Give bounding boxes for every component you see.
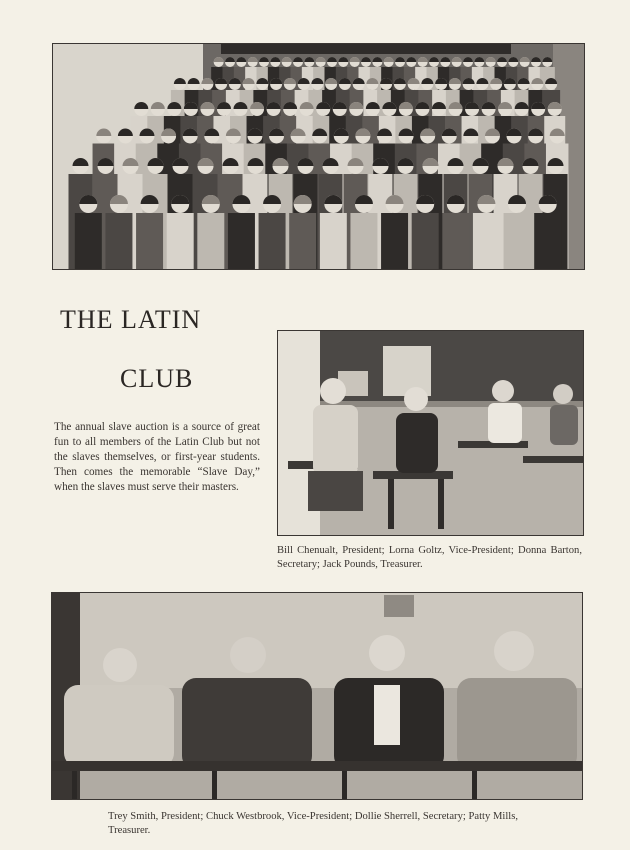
club-title-line-1: THE LATIN [60, 305, 202, 334]
crowd-figure [412, 213, 439, 269]
crowd-figure [534, 213, 561, 269]
officers-photo-2 [51, 592, 583, 800]
club-description: The annual slave auction is a source of great fun to all members of the Latin Club but not the slaves themselves, or first-year students. Then comes the memorable “Slave Day,” when the slaves must serve their masters. [54, 421, 260, 493]
crowd-figure [167, 213, 194, 269]
crowd-figure [381, 213, 408, 269]
club-group-photo [52, 43, 585, 270]
crowd-figure [259, 213, 286, 269]
officers-photo-1-image [278, 331, 583, 535]
crowd-figure [228, 213, 255, 269]
club-title-line-2: CLUB [120, 364, 194, 393]
crowd-figure [473, 213, 500, 269]
officers-caption-2: Trey Smith, President; Chuck Westbrook, Vice-President; Dollie Sherrell, Secretary; Patty Mills, Treasurer. [108, 811, 518, 836]
officers-photo-2-image [52, 593, 582, 799]
crowd-figure [442, 213, 469, 269]
club-group-photo-image [53, 44, 584, 269]
crowd-figure [350, 213, 377, 269]
officers-photo-1 [277, 330, 584, 536]
crowd-figure [504, 213, 531, 269]
crowd-figure [289, 213, 316, 269]
crowd-figure [136, 213, 163, 269]
crowd-figure [75, 213, 102, 269]
crowd-figure [105, 213, 132, 269]
crowd-figure [197, 213, 224, 269]
crowd-figure [320, 213, 347, 269]
officers-caption-1: Bill Chenualt, President; Lorna Goltz, Vice-President; Donna Barton, Secretary; Jack Pounds, Treasurer. [277, 545, 582, 570]
